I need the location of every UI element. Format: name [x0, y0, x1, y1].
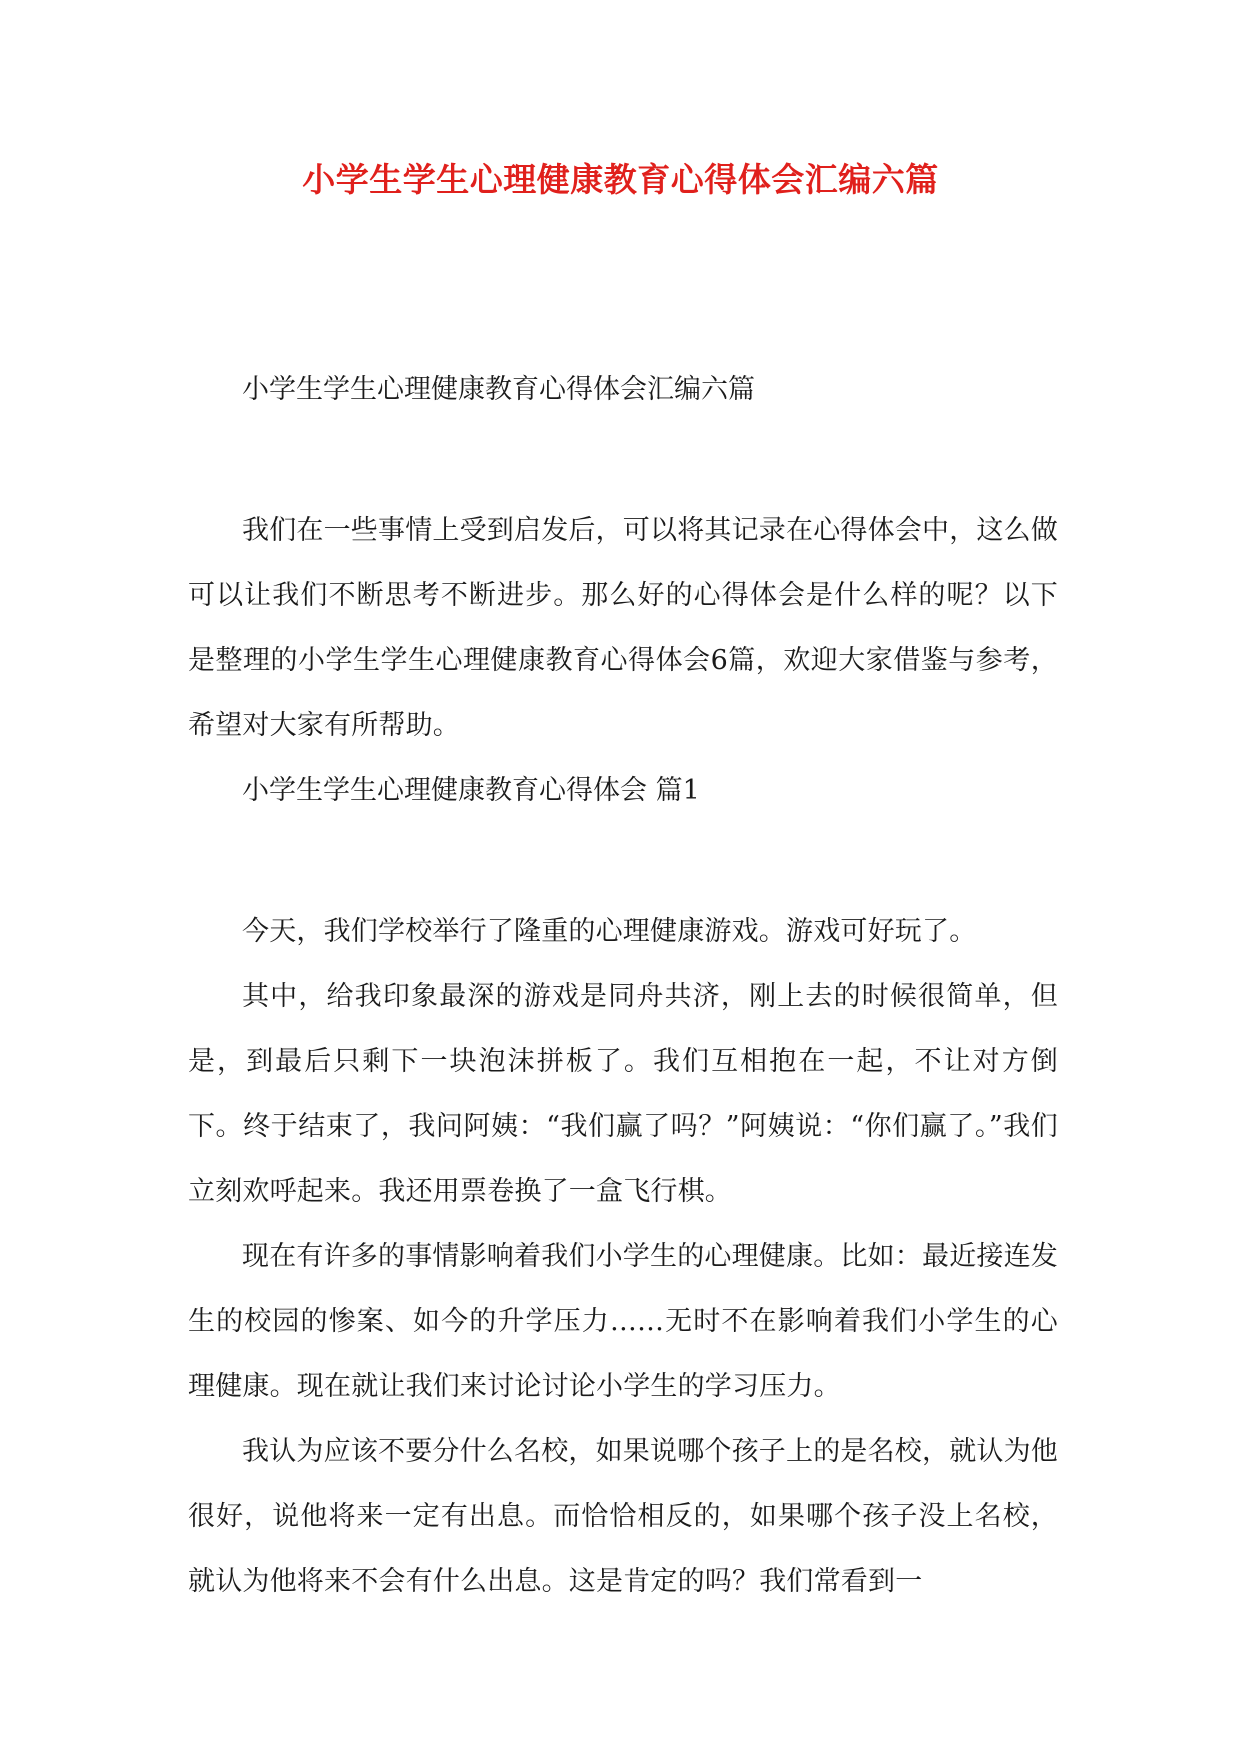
- body-paragraph: 我认为应该不要分什么名校，如果说哪个孩子上的是名校，就认为他很好，说他将来一定有出息。而恰恰相反的，如果哪个孩子没上名校，就认为他将来不会有什么出息。这是肯定的吗？我们常看到一: [188, 1436, 1058, 1597]
- intro-paragraph: 我们在一些事情上受到启发后，可以将其记录在心得体会中，这么做可以让我们不断思考不断进步。那么好的心得体会是什么样的呢？以下是整理的小学生学生心理健康教育心得体会6篇，欢迎大家借鉴与参考，希望对大家有所帮助。: [188, 515, 1058, 741]
- document-title: 小学生学生心理健康教育心得体会汇编六篇: [302, 160, 939, 199]
- document-subtitle: 小学生学生心理健康教育心得体会汇编六篇: [242, 374, 755, 405]
- spacer: [188, 823, 1058, 899]
- document-body: [188, 357, 1058, 1614]
- body-paragraph: 今天，我们学校举行了隆重的心理健康游戏。游戏可好玩了。: [242, 916, 977, 947]
- section-heading: 小学生学生心理健康教育心得体会 篇1: [242, 775, 700, 806]
- body-paragraph: 其中，给我印象最深的游戏是同舟共济，刚上去的时候很简单，但是，到最后只剩下一块泡沫拼板了。我们互相抱在一起，不让对方倒下。终于结束了，我问阿姨：“我们赢了吗？”阿姨说：“你们赢了。”我们立刻欢呼起来。我还用票卷换了一盒飞行棋。: [188, 981, 1058, 1207]
- spacer: [188, 422, 1058, 498]
- body-paragraph: 现在有许多的事情影响着我们小学生的心理健康。比如：最近接连发生的校园的惨案、如今的升学压力……无时不在影响着我们小学生的心理健康。现在就让我们来讨论讨论小学生的学习压力。: [188, 1241, 1058, 1402]
